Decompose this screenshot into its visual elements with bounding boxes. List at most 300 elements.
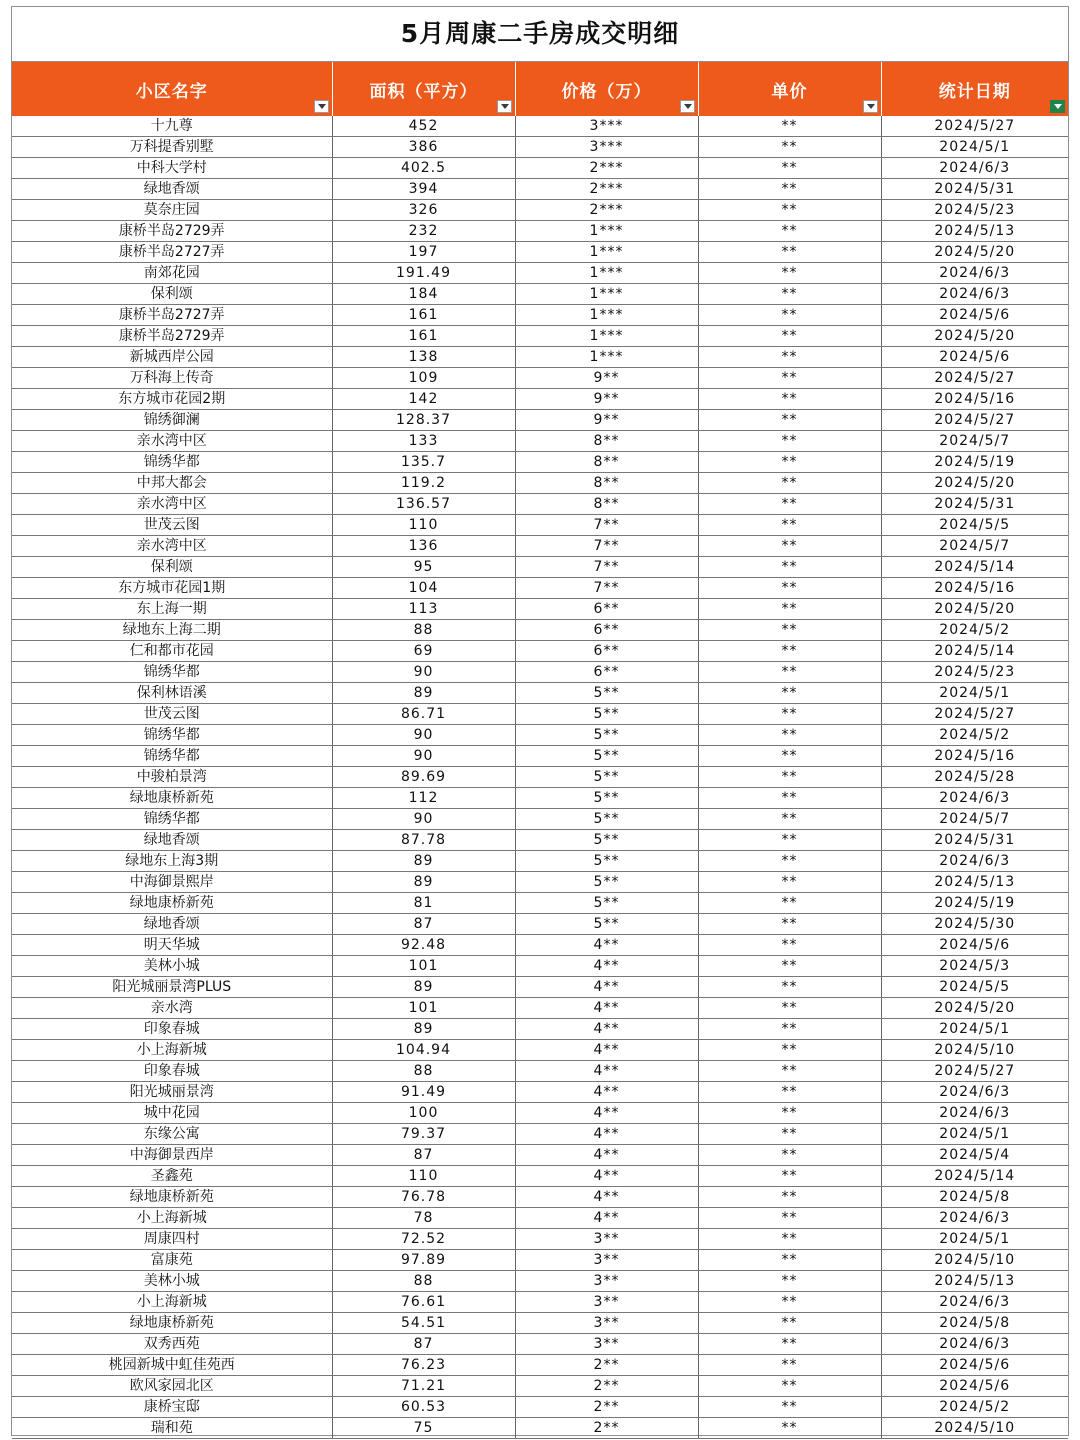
cell-price[interactable]: 5** bbox=[515, 788, 698, 809]
cell-community[interactable]: 保利颂 bbox=[12, 557, 332, 578]
cell-date[interactable]: 2024/5/16 bbox=[881, 389, 1068, 410]
cell-area[interactable]: 88 bbox=[332, 1061, 515, 1082]
cell-area[interactable]: 386 bbox=[332, 137, 515, 158]
cell-community[interactable]: 康桥半岛2727弄 bbox=[12, 242, 332, 263]
cell-price[interactable]: 5** bbox=[515, 872, 698, 893]
cell-area[interactable]: 89 bbox=[332, 683, 515, 704]
cell-unit-price[interactable]: ** bbox=[698, 1397, 881, 1418]
cell-price[interactable]: 3** bbox=[515, 1334, 698, 1355]
cell-area[interactable]: 104.94 bbox=[332, 1040, 515, 1061]
cell-area[interactable]: 101 bbox=[332, 998, 515, 1019]
cell-date[interactable]: 2024/5/7 bbox=[881, 536, 1068, 557]
cell-price[interactable]: 7** bbox=[515, 578, 698, 599]
cell-date[interactable]: 2024/6/3 bbox=[881, 851, 1068, 872]
cell-unit-price[interactable]: ** bbox=[698, 977, 881, 998]
cell-community[interactable]: 绿地康桥新苑 bbox=[12, 788, 332, 809]
cell-date[interactable]: 2024/6/3 bbox=[881, 1103, 1068, 1124]
cell-date[interactable]: 2024/5/19 bbox=[881, 893, 1068, 914]
cell-unit-price[interactable]: ** bbox=[698, 1082, 881, 1103]
cell-area[interactable]: 72.52 bbox=[332, 1229, 515, 1250]
cell-area[interactable]: 191.49 bbox=[332, 263, 515, 284]
cell-area[interactable]: 60.53 bbox=[332, 1397, 515, 1418]
cell-community[interactable]: 绿地康桥新苑 bbox=[12, 1187, 332, 1208]
cell-community[interactable]: 万科海上传奇 bbox=[12, 368, 332, 389]
cell-unit-price[interactable]: ** bbox=[698, 893, 881, 914]
cell-unit-price[interactable]: ** bbox=[698, 1229, 881, 1250]
cell-unit-price[interactable]: ** bbox=[698, 1061, 881, 1082]
cell-price[interactable]: 3** bbox=[515, 1313, 698, 1334]
cell-date[interactable]: 2024/5/10 bbox=[881, 1040, 1068, 1061]
cell-community[interactable]: 东方城市花园2期 bbox=[12, 389, 332, 410]
cell-community[interactable]: 万科提香别墅 bbox=[12, 137, 332, 158]
cell-unit-price[interactable]: ** bbox=[698, 452, 881, 473]
cell-price[interactable]: 5** bbox=[515, 809, 698, 830]
cell-area[interactable]: 452 bbox=[332, 116, 515, 137]
cell-unit-price[interactable]: ** bbox=[698, 305, 881, 326]
cell-community[interactable]: 绿地康桥新苑 bbox=[12, 1313, 332, 1334]
cell-price[interactable]: 7** bbox=[515, 557, 698, 578]
cell-unit-price[interactable]: ** bbox=[698, 872, 881, 893]
cell-area[interactable]: 142 bbox=[332, 389, 515, 410]
cell-area[interactable]: 90 bbox=[332, 725, 515, 746]
cell-area[interactable]: 136.57 bbox=[332, 494, 515, 515]
cell-unit-price[interactable]: ** bbox=[698, 263, 881, 284]
cell-community[interactable]: 周康四村 bbox=[12, 1229, 332, 1250]
cell-price[interactable]: 1*** bbox=[515, 263, 698, 284]
cell-date[interactable]: 2024/5/14 bbox=[881, 557, 1068, 578]
cell-area[interactable]: 71.21 bbox=[332, 1376, 515, 1397]
cell-area[interactable]: 89 bbox=[332, 977, 515, 998]
cell-price[interactable]: 5** bbox=[515, 767, 698, 788]
active-filter-icon[interactable] bbox=[1050, 100, 1065, 113]
cell-unit-price[interactable]: ** bbox=[698, 998, 881, 1019]
cell-community[interactable]: 中海御景熙岸 bbox=[12, 872, 332, 893]
cell-area[interactable]: 161 bbox=[332, 305, 515, 326]
cell-price[interactable]: 4** bbox=[515, 1082, 698, 1103]
cell-area[interactable]: 197 bbox=[332, 242, 515, 263]
cell-date[interactable]: 2024/5/5 bbox=[881, 977, 1068, 998]
cell-date[interactable]: 2024/5/13 bbox=[881, 221, 1068, 242]
cell-area[interactable]: 232 bbox=[332, 221, 515, 242]
cell-community[interactable]: 十九尊 bbox=[12, 116, 332, 137]
cell-price[interactable]: 5** bbox=[515, 830, 698, 851]
cell-date[interactable]: 2024/5/23 bbox=[881, 200, 1068, 221]
cell-community[interactable]: 仁和都市花园 bbox=[12, 641, 332, 662]
cell-date[interactable]: 2024/6/3 bbox=[881, 158, 1068, 179]
cell-date[interactable]: 2024/5/6 bbox=[881, 305, 1068, 326]
cell-unit-price[interactable]: ** bbox=[698, 1187, 881, 1208]
cell-area[interactable]: 97.89 bbox=[332, 1250, 515, 1271]
cell-community[interactable]: 印象春城 bbox=[12, 1061, 332, 1082]
cell-community[interactable]: 阳光城丽景湾PLUS bbox=[12, 977, 332, 998]
cell-date[interactable]: 2024/5/6 bbox=[881, 1376, 1068, 1397]
cell-price[interactable]: 2** bbox=[515, 1418, 698, 1439]
cell-community[interactable]: 中海御景西岸 bbox=[12, 1145, 332, 1166]
cell-area[interactable]: 90 bbox=[332, 746, 515, 767]
cell-community[interactable]: 锦绣华都 bbox=[12, 809, 332, 830]
cell-date[interactable]: 2024/5/10 bbox=[881, 1250, 1068, 1271]
cell-area[interactable]: 88 bbox=[332, 1271, 515, 1292]
cell-date[interactable]: 2024/5/1 bbox=[881, 1124, 1068, 1145]
cell-area[interactable]: 112 bbox=[332, 788, 515, 809]
cell-date[interactable]: 2024/5/7 bbox=[881, 809, 1068, 830]
cell-date[interactable]: 2024/6/3 bbox=[881, 1334, 1068, 1355]
cell-unit-price[interactable]: ** bbox=[698, 788, 881, 809]
cell-community[interactable]: 莫奈庄园 bbox=[12, 200, 332, 221]
cell-community[interactable]: 富康苑 bbox=[12, 1250, 332, 1271]
cell-area[interactable]: 133 bbox=[332, 431, 515, 452]
filter-dropdown-icon[interactable] bbox=[863, 100, 878, 113]
cell-unit-price[interactable]: ** bbox=[698, 137, 881, 158]
cell-date[interactable]: 2024/5/1 bbox=[881, 1229, 1068, 1250]
cell-area[interactable]: 89 bbox=[332, 872, 515, 893]
cell-date[interactable]: 2024/5/20 bbox=[881, 473, 1068, 494]
cell-area[interactable]: 135.7 bbox=[332, 452, 515, 473]
cell-price[interactable]: 8** bbox=[515, 473, 698, 494]
cell-date[interactable]: 2024/5/2 bbox=[881, 1397, 1068, 1418]
cell-date[interactable]: 2024/5/27 bbox=[881, 368, 1068, 389]
cell-community[interactable]: 锦绣华都 bbox=[12, 746, 332, 767]
cell-area[interactable]: 326 bbox=[332, 200, 515, 221]
cell-unit-price[interactable]: ** bbox=[698, 368, 881, 389]
cell-community[interactable]: 东缘公寓 bbox=[12, 1124, 332, 1145]
cell-area[interactable]: 138 bbox=[332, 347, 515, 368]
cell-community[interactable]: 阳光城丽景湾 bbox=[12, 1082, 332, 1103]
cell-area[interactable]: 79.37 bbox=[332, 1124, 515, 1145]
cell-date[interactable]: 2024/5/1 bbox=[881, 137, 1068, 158]
cell-area[interactable]: 95 bbox=[332, 557, 515, 578]
cell-date[interactable]: 2024/5/6 bbox=[881, 935, 1068, 956]
cell-community[interactable]: 东方城市花园1期 bbox=[12, 578, 332, 599]
cell-community[interactable]: 锦绣华都 bbox=[12, 452, 332, 473]
cell-unit-price[interactable]: ** bbox=[698, 284, 881, 305]
cell-area[interactable]: 76.61 bbox=[332, 1292, 515, 1313]
cell-community[interactable]: 美林小城 bbox=[12, 956, 332, 977]
cell-date[interactable]: 2024/5/4 bbox=[881, 1145, 1068, 1166]
cell-community[interactable]: 绿地康桥新苑 bbox=[12, 893, 332, 914]
cell-price[interactable]: 3*** bbox=[515, 137, 698, 158]
cell-price[interactable]: 9** bbox=[515, 368, 698, 389]
cell-price[interactable]: 8** bbox=[515, 452, 698, 473]
cell-price[interactable]: 6** bbox=[515, 620, 698, 641]
cell-date[interactable]: 2024/5/1 bbox=[881, 1019, 1068, 1040]
cell-date[interactable]: 2024/5/13 bbox=[881, 872, 1068, 893]
cell-unit-price[interactable]: ** bbox=[698, 242, 881, 263]
cell-price[interactable]: 4** bbox=[515, 977, 698, 998]
cell-price[interactable]: 2** bbox=[515, 1397, 698, 1418]
cell-price[interactable]: 4** bbox=[515, 1187, 698, 1208]
cell-price[interactable]: 8** bbox=[515, 494, 698, 515]
cell-date[interactable]: 2024/5/10 bbox=[881, 1418, 1068, 1439]
cell-date[interactable]: 2024/5/27 bbox=[881, 704, 1068, 725]
cell-area[interactable]: 75 bbox=[332, 1418, 515, 1439]
cell-price[interactable]: 3** bbox=[515, 1271, 698, 1292]
cell-unit-price[interactable]: ** bbox=[698, 473, 881, 494]
cell-unit-price[interactable]: ** bbox=[698, 347, 881, 368]
cell-date[interactable]: 2024/5/14 bbox=[881, 1166, 1068, 1187]
cell-unit-price[interactable]: ** bbox=[698, 221, 881, 242]
cell-area[interactable]: 161 bbox=[332, 326, 515, 347]
cell-unit-price[interactable]: ** bbox=[698, 1250, 881, 1271]
cell-date[interactable]: 2024/5/20 bbox=[881, 242, 1068, 263]
cell-unit-price[interactable]: ** bbox=[698, 200, 881, 221]
cell-unit-price[interactable]: ** bbox=[698, 431, 881, 452]
cell-date[interactable]: 2024/5/6 bbox=[881, 1355, 1068, 1376]
cell-price[interactable]: 6** bbox=[515, 641, 698, 662]
cell-date[interactable]: 2024/5/3 bbox=[881, 956, 1068, 977]
cell-community[interactable]: 明天华城 bbox=[12, 935, 332, 956]
cell-community[interactable]: 桃园新城中虹佳苑西 bbox=[12, 1355, 332, 1376]
cell-price[interactable]: 4** bbox=[515, 998, 698, 1019]
cell-community[interactable]: 小上海新城 bbox=[12, 1208, 332, 1229]
cell-area[interactable]: 402.5 bbox=[332, 158, 515, 179]
cell-community[interactable]: 圣鑫苑 bbox=[12, 1166, 332, 1187]
cell-community[interactable]: 绿地东上海3期 bbox=[12, 851, 332, 872]
cell-date[interactable]: 2024/6/3 bbox=[881, 263, 1068, 284]
cell-date[interactable]: 2024/5/23 bbox=[881, 662, 1068, 683]
cell-area[interactable]: 136 bbox=[332, 536, 515, 557]
cell-community[interactable]: 绿地香颂 bbox=[12, 914, 332, 935]
cell-unit-price[interactable]: ** bbox=[698, 683, 881, 704]
cell-unit-price[interactable]: ** bbox=[698, 389, 881, 410]
cell-unit-price[interactable]: ** bbox=[698, 851, 881, 872]
cell-community[interactable]: 中科大学村 bbox=[12, 158, 332, 179]
cell-price[interactable]: 1*** bbox=[515, 305, 698, 326]
cell-community[interactable]: 瑞和苑 bbox=[12, 1418, 332, 1439]
cell-price[interactable]: 7** bbox=[515, 536, 698, 557]
cell-price[interactable]: 5** bbox=[515, 725, 698, 746]
cell-date[interactable]: 2024/5/7 bbox=[881, 431, 1068, 452]
cell-date[interactable]: 2024/6/3 bbox=[881, 1292, 1068, 1313]
cell-area[interactable]: 87 bbox=[332, 914, 515, 935]
cell-unit-price[interactable]: ** bbox=[698, 1355, 881, 1376]
cell-area[interactable]: 90 bbox=[332, 662, 515, 683]
cell-community[interactable]: 锦绣华都 bbox=[12, 725, 332, 746]
cell-area[interactable]: 109 bbox=[332, 368, 515, 389]
cell-price[interactable]: 4** bbox=[515, 935, 698, 956]
cell-unit-price[interactable]: ** bbox=[698, 1019, 881, 1040]
cell-community[interactable]: 康桥半岛2729弄 bbox=[12, 221, 332, 242]
cell-date[interactable]: 2024/5/20 bbox=[881, 326, 1068, 347]
cell-price[interactable]: 2*** bbox=[515, 200, 698, 221]
cell-unit-price[interactable]: ** bbox=[698, 557, 881, 578]
cell-area[interactable]: 54.51 bbox=[332, 1313, 515, 1334]
cell-price[interactable]: 4** bbox=[515, 1166, 698, 1187]
cell-community[interactable]: 保利颂 bbox=[12, 284, 332, 305]
cell-price[interactable]: 4** bbox=[515, 1040, 698, 1061]
cell-community[interactable]: 绿地东上海二期 bbox=[12, 620, 332, 641]
cell-area[interactable]: 394 bbox=[332, 179, 515, 200]
cell-community[interactable]: 小上海新城 bbox=[12, 1292, 332, 1313]
cell-unit-price[interactable]: ** bbox=[698, 578, 881, 599]
cell-community[interactable]: 锦绣御澜 bbox=[12, 410, 332, 431]
cell-unit-price[interactable]: ** bbox=[698, 536, 881, 557]
cell-community[interactable]: 康桥宝邸 bbox=[12, 1397, 332, 1418]
cell-price[interactable]: 3** bbox=[515, 1250, 698, 1271]
cell-date[interactable]: 2024/5/6 bbox=[881, 347, 1068, 368]
cell-price[interactable]: 2*** bbox=[515, 179, 698, 200]
cell-price[interactable]: 9** bbox=[515, 410, 698, 431]
cell-date[interactable]: 2024/5/8 bbox=[881, 1187, 1068, 1208]
cell-price[interactable]: 5** bbox=[515, 893, 698, 914]
cell-community[interactable]: 双秀西苑 bbox=[12, 1334, 332, 1355]
cell-price[interactable]: 4** bbox=[515, 1145, 698, 1166]
cell-date[interactable]: 2024/5/1 bbox=[881, 683, 1068, 704]
cell-unit-price[interactable]: ** bbox=[698, 1271, 881, 1292]
cell-unit-price[interactable]: ** bbox=[698, 1166, 881, 1187]
cell-date[interactable]: 2024/5/27 bbox=[881, 1061, 1068, 1082]
cell-area[interactable]: 104 bbox=[332, 578, 515, 599]
cell-price[interactable]: 8** bbox=[515, 431, 698, 452]
cell-community[interactable]: 保利林语溪 bbox=[12, 683, 332, 704]
cell-community[interactable]: 亲水湾中区 bbox=[12, 494, 332, 515]
cell-area[interactable]: 110 bbox=[332, 515, 515, 536]
cell-price[interactable]: 4** bbox=[515, 1208, 698, 1229]
cell-area[interactable]: 86.71 bbox=[332, 704, 515, 725]
cell-price[interactable]: 5** bbox=[515, 914, 698, 935]
cell-unit-price[interactable]: ** bbox=[698, 1376, 881, 1397]
cell-price[interactable]: 5** bbox=[515, 683, 698, 704]
cell-unit-price[interactable]: ** bbox=[698, 704, 881, 725]
cell-price[interactable]: 4** bbox=[515, 1019, 698, 1040]
cell-unit-price[interactable]: ** bbox=[698, 494, 881, 515]
cell-community[interactable]: 世茂云图 bbox=[12, 515, 332, 536]
cell-community[interactable]: 中骏柏景湾 bbox=[12, 767, 332, 788]
cell-unit-price[interactable]: ** bbox=[698, 914, 881, 935]
cell-date[interactable]: 2024/5/16 bbox=[881, 746, 1068, 767]
cell-price[interactable]: 5** bbox=[515, 704, 698, 725]
filter-dropdown-icon[interactable] bbox=[497, 100, 512, 113]
cell-date[interactable]: 2024/5/27 bbox=[881, 116, 1068, 137]
cell-date[interactable]: 2024/5/2 bbox=[881, 620, 1068, 641]
cell-unit-price[interactable]: ** bbox=[698, 1040, 881, 1061]
cell-unit-price[interactable]: ** bbox=[698, 620, 881, 641]
cell-unit-price[interactable]: ** bbox=[698, 410, 881, 431]
cell-price[interactable]: 1*** bbox=[515, 242, 698, 263]
cell-date[interactable]: 2024/5/16 bbox=[881, 578, 1068, 599]
cell-community[interactable]: 亲水湾 bbox=[12, 998, 332, 1019]
cell-community[interactable]: 美林小城 bbox=[12, 1271, 332, 1292]
cell-community[interactable]: 欧风家园北区 bbox=[12, 1376, 332, 1397]
cell-area[interactable]: 89 bbox=[332, 1019, 515, 1040]
cell-area[interactable]: 87.78 bbox=[332, 830, 515, 851]
cell-price[interactable]: 3** bbox=[515, 1229, 698, 1250]
cell-unit-price[interactable]: ** bbox=[698, 1418, 881, 1439]
cell-price[interactable]: 4** bbox=[515, 1124, 698, 1145]
cell-price[interactable]: 2** bbox=[515, 1376, 698, 1397]
cell-unit-price[interactable]: ** bbox=[698, 1124, 881, 1145]
cell-unit-price[interactable]: ** bbox=[698, 935, 881, 956]
cell-unit-price[interactable]: ** bbox=[698, 1334, 881, 1355]
cell-community[interactable]: 亲水湾中区 bbox=[12, 431, 332, 452]
cell-community[interactable]: 绿地香颂 bbox=[12, 179, 332, 200]
cell-area[interactable]: 128.37 bbox=[332, 410, 515, 431]
cell-community[interactable]: 新城西岸公园 bbox=[12, 347, 332, 368]
cell-unit-price[interactable]: ** bbox=[698, 158, 881, 179]
cell-area[interactable]: 78 bbox=[332, 1208, 515, 1229]
cell-unit-price[interactable]: ** bbox=[698, 116, 881, 137]
cell-area[interactable]: 119.2 bbox=[332, 473, 515, 494]
cell-area[interactable]: 90 bbox=[332, 809, 515, 830]
cell-area[interactable]: 89.69 bbox=[332, 767, 515, 788]
cell-unit-price[interactable]: ** bbox=[698, 809, 881, 830]
cell-unit-price[interactable]: ** bbox=[698, 746, 881, 767]
cell-community[interactable]: 康桥半岛2729弄 bbox=[12, 326, 332, 347]
cell-community[interactable]: 中邦大都会 bbox=[12, 473, 332, 494]
cell-date[interactable]: 2024/6/3 bbox=[881, 1208, 1068, 1229]
cell-area[interactable]: 92.48 bbox=[332, 935, 515, 956]
cell-price[interactable]: 5** bbox=[515, 851, 698, 872]
cell-area[interactable]: 69 bbox=[332, 641, 515, 662]
cell-price[interactable]: 1*** bbox=[515, 284, 698, 305]
cell-date[interactable]: 2024/5/8 bbox=[881, 1313, 1068, 1334]
cell-date[interactable]: 2024/5/19 bbox=[881, 452, 1068, 473]
cell-community[interactable]: 印象春城 bbox=[12, 1019, 332, 1040]
cell-date[interactable]: 2024/6/3 bbox=[881, 1082, 1068, 1103]
cell-community[interactable]: 亲水湾中区 bbox=[12, 536, 332, 557]
cell-date[interactable]: 2024/5/31 bbox=[881, 179, 1068, 200]
cell-community[interactable]: 绿地香颂 bbox=[12, 830, 332, 851]
cell-date[interactable]: 2024/5/28 bbox=[881, 767, 1068, 788]
cell-unit-price[interactable]: ** bbox=[698, 515, 881, 536]
cell-community[interactable]: 锦绣华都 bbox=[12, 662, 332, 683]
cell-date[interactable]: 2024/5/20 bbox=[881, 998, 1068, 1019]
cell-area[interactable]: 100 bbox=[332, 1103, 515, 1124]
cell-date[interactable]: 2024/6/3 bbox=[881, 788, 1068, 809]
cell-date[interactable]: 2024/5/31 bbox=[881, 830, 1068, 851]
cell-area[interactable]: 76.78 bbox=[332, 1187, 515, 1208]
cell-unit-price[interactable]: ** bbox=[698, 326, 881, 347]
cell-date[interactable]: 2024/5/14 bbox=[881, 641, 1068, 662]
cell-unit-price[interactable]: ** bbox=[698, 179, 881, 200]
cell-area[interactable]: 81 bbox=[332, 893, 515, 914]
cell-unit-price[interactable]: ** bbox=[698, 725, 881, 746]
cell-price[interactable]: 1*** bbox=[515, 347, 698, 368]
cell-unit-price[interactable]: ** bbox=[698, 830, 881, 851]
cell-price[interactable]: 6** bbox=[515, 662, 698, 683]
cell-date[interactable]: 2024/5/31 bbox=[881, 494, 1068, 515]
filter-dropdown-icon[interactable] bbox=[680, 100, 695, 113]
cell-date[interactable]: 2024/5/27 bbox=[881, 410, 1068, 431]
filter-dropdown-icon[interactable] bbox=[314, 100, 329, 113]
cell-date[interactable]: 2024/5/2 bbox=[881, 725, 1068, 746]
cell-date[interactable]: 2024/5/13 bbox=[881, 1271, 1068, 1292]
cell-price[interactable]: 2*** bbox=[515, 158, 698, 179]
cell-date[interactable]: 2024/5/30 bbox=[881, 914, 1068, 935]
cell-area[interactable]: 89 bbox=[332, 851, 515, 872]
cell-area[interactable]: 91.49 bbox=[332, 1082, 515, 1103]
cell-date[interactable]: 2024/5/5 bbox=[881, 515, 1068, 536]
cell-community[interactable]: 城中花园 bbox=[12, 1103, 332, 1124]
cell-price[interactable]: 2** bbox=[515, 1355, 698, 1376]
cell-community[interactable]: 世茂云图 bbox=[12, 704, 332, 725]
cell-unit-price[interactable]: ** bbox=[698, 599, 881, 620]
cell-area[interactable]: 87 bbox=[332, 1334, 515, 1355]
cell-price[interactable]: 6** bbox=[515, 599, 698, 620]
cell-unit-price[interactable]: ** bbox=[698, 1208, 881, 1229]
cell-unit-price[interactable]: ** bbox=[698, 1145, 881, 1166]
cell-unit-price[interactable]: ** bbox=[698, 1103, 881, 1124]
cell-community[interactable]: 小上海新城 bbox=[12, 1040, 332, 1061]
cell-community[interactable]: 康桥半岛2727弄 bbox=[12, 305, 332, 326]
cell-price[interactable]: 4** bbox=[515, 956, 698, 977]
cell-price[interactable]: 3** bbox=[515, 1292, 698, 1313]
cell-area[interactable]: 76.23 bbox=[332, 1355, 515, 1376]
cell-date[interactable]: 2024/6/3 bbox=[881, 284, 1068, 305]
cell-date[interactable]: 2024/5/20 bbox=[881, 599, 1068, 620]
cell-area[interactable]: 184 bbox=[332, 284, 515, 305]
cell-unit-price[interactable]: ** bbox=[698, 641, 881, 662]
